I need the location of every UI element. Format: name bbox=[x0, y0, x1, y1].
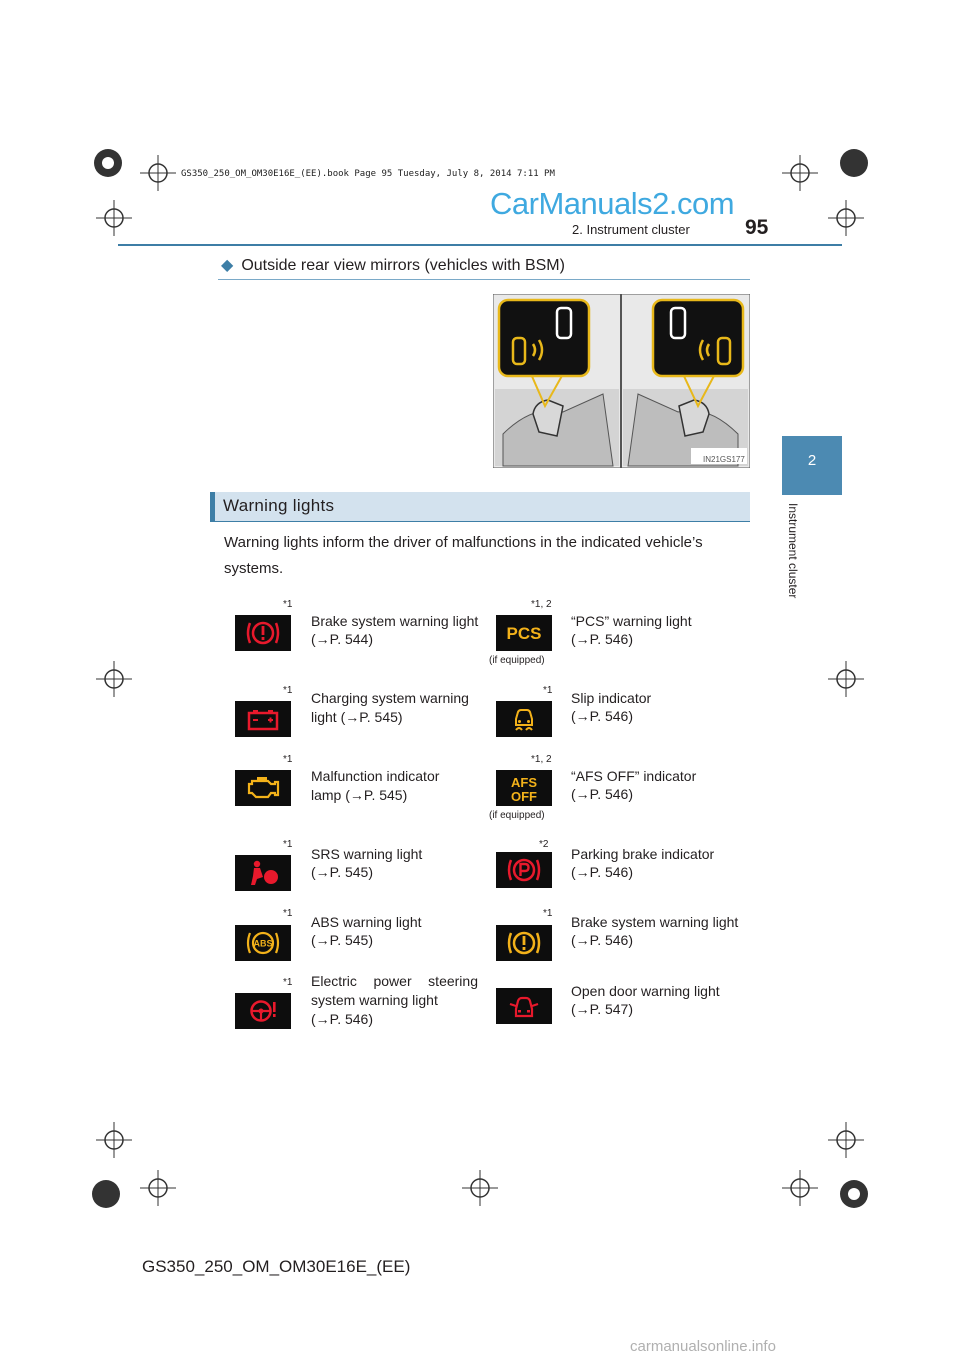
light-label: ABS warning light bbox=[311, 914, 422, 930]
page-reference: (→P. 545) bbox=[311, 864, 373, 880]
note-marker: *1 bbox=[283, 977, 293, 988]
light-label: “PCS” warning light bbox=[571, 613, 692, 629]
registration-mark-top-right-3 bbox=[828, 200, 864, 236]
note-marker: *1 bbox=[283, 599, 293, 610]
watermark-top: CarManuals2.com bbox=[490, 186, 735, 221]
page-reference: (→P. 546) bbox=[571, 708, 633, 724]
light-label: SRS warning light bbox=[311, 846, 423, 862]
note-marker: *1, 2 bbox=[531, 754, 552, 765]
light-label: “AFS OFF” indicator bbox=[571, 768, 697, 784]
abs-icon bbox=[235, 925, 291, 961]
section-title: Warning lights bbox=[223, 496, 335, 515]
subsection-rule bbox=[218, 279, 750, 280]
srs-icon bbox=[235, 855, 291, 891]
brake-warning-icon bbox=[235, 615, 291, 651]
figure-code: IN21GS177 bbox=[703, 455, 745, 464]
slip-icon bbox=[496, 701, 552, 737]
book-info-line: GS350_250_OM_OM30E16E_(EE).book Page 95 Tuesday, July 8, 2014 7:11 PM bbox=[181, 169, 555, 179]
registration-mark-bottom-left-3 bbox=[140, 1170, 176, 1206]
registration-mark-top-left-2 bbox=[140, 155, 176, 191]
registration-mark-top-right-2 bbox=[782, 155, 818, 191]
page-reference: (→P. 544) bbox=[311, 631, 373, 647]
header-section-title: 2. Instrument cluster bbox=[572, 222, 690, 237]
afs-off-icon bbox=[496, 770, 552, 806]
registration-mark-top-left bbox=[90, 145, 126, 181]
light-label: Brake system warning light bbox=[571, 914, 739, 930]
registration-mark-bottom-right bbox=[828, 1122, 864, 1158]
abs-icon-text: ABS bbox=[253, 938, 273, 949]
subsection-title-text: Outside rear view mirrors (vehicles with BSM) bbox=[241, 257, 565, 274]
watermark-bottom: carmanualsonline.info bbox=[630, 1338, 776, 1355]
afs-off-icon-text-1: AFS bbox=[511, 775, 537, 790]
note-marker: *1 bbox=[283, 908, 293, 919]
pcs-icon bbox=[496, 615, 552, 651]
light-label: Open door warning light bbox=[571, 983, 720, 999]
registration-mark-bottom-right-3 bbox=[836, 1176, 872, 1212]
afs-off-icon-text-2: OFF bbox=[511, 789, 537, 804]
chapter-label: Instrument cluster bbox=[786, 503, 800, 599]
diamond-bullet-icon: ◆ bbox=[221, 257, 234, 274]
light-label: Malfunction indicator lamp (→P. 545) bbox=[311, 768, 440, 803]
registration-mark-bottom-left bbox=[96, 1122, 132, 1158]
page-reference: (→P. 547) bbox=[571, 1001, 633, 1017]
mirror-illustration bbox=[493, 294, 750, 468]
light-ref-inline-10: (→P. 546) bbox=[311, 1011, 373, 1027]
light-label: Electric power steering system warning light (→P. 546) bbox=[311, 973, 478, 1027]
power-steering-icon bbox=[235, 993, 291, 1029]
pcs-icon-text: PCS bbox=[506, 624, 542, 643]
footer-model-code: GS350_250_OM_OM30E16E_(EE) bbox=[142, 1257, 411, 1276]
registration-mark-top-right bbox=[836, 145, 872, 181]
registration-mark-bottom-left-2 bbox=[88, 1176, 124, 1212]
note-marker: *2 bbox=[539, 839, 549, 850]
light-label: Charging system warning light (→P. 545) bbox=[311, 690, 469, 725]
page-reference: (→P. 546) bbox=[571, 864, 633, 880]
parking-brake-icon bbox=[496, 852, 552, 888]
light-label: Slip indicator bbox=[571, 690, 652, 706]
open-door-icon bbox=[496, 988, 552, 1024]
battery-icon bbox=[235, 701, 291, 737]
light-ref-inline-4: (→P. 545) bbox=[341, 787, 408, 803]
header-rule bbox=[118, 244, 842, 246]
page-number: 95 bbox=[745, 216, 769, 239]
light-ref-inline-2: (→P. 545) bbox=[336, 709, 403, 725]
note-marker: *1, 2 bbox=[531, 599, 552, 610]
light-label: Brake system warning light bbox=[311, 613, 479, 629]
subsection-title bbox=[221, 255, 565, 275]
note-marker: *1 bbox=[543, 685, 553, 696]
if-equipped-note: (if equipped) bbox=[489, 810, 545, 821]
registration-mark-bottom-right-2 bbox=[782, 1170, 818, 1206]
page-reference: (→P. 546) bbox=[571, 631, 633, 647]
registration-mark-mid-left bbox=[96, 661, 132, 697]
note-marker: *1 bbox=[543, 908, 553, 919]
note-marker: *1 bbox=[283, 839, 293, 850]
intro-paragraph: Warning lights inform the driver of malfunctions in the indicated vehicle’s systems. bbox=[224, 534, 703, 577]
page-reference: (→P. 545) bbox=[311, 932, 373, 948]
chapter-tab: 2 bbox=[782, 436, 842, 495]
note-marker: *1 bbox=[283, 685, 293, 696]
registration-mark-bottom-center bbox=[462, 1170, 498, 1206]
if-equipped-note: (if equipped) bbox=[489, 655, 545, 666]
brake-warning-amber-icon bbox=[496, 925, 552, 961]
page-reference: (→P. 546) bbox=[571, 932, 633, 948]
engine-icon bbox=[235, 770, 291, 806]
note-marker: *1 bbox=[283, 754, 293, 765]
registration-mark-top-left-3 bbox=[96, 200, 132, 236]
page-reference: (→P. 546) bbox=[571, 786, 633, 802]
light-label: Parking brake indicator bbox=[571, 846, 715, 862]
registration-mark-mid-right bbox=[828, 661, 864, 697]
